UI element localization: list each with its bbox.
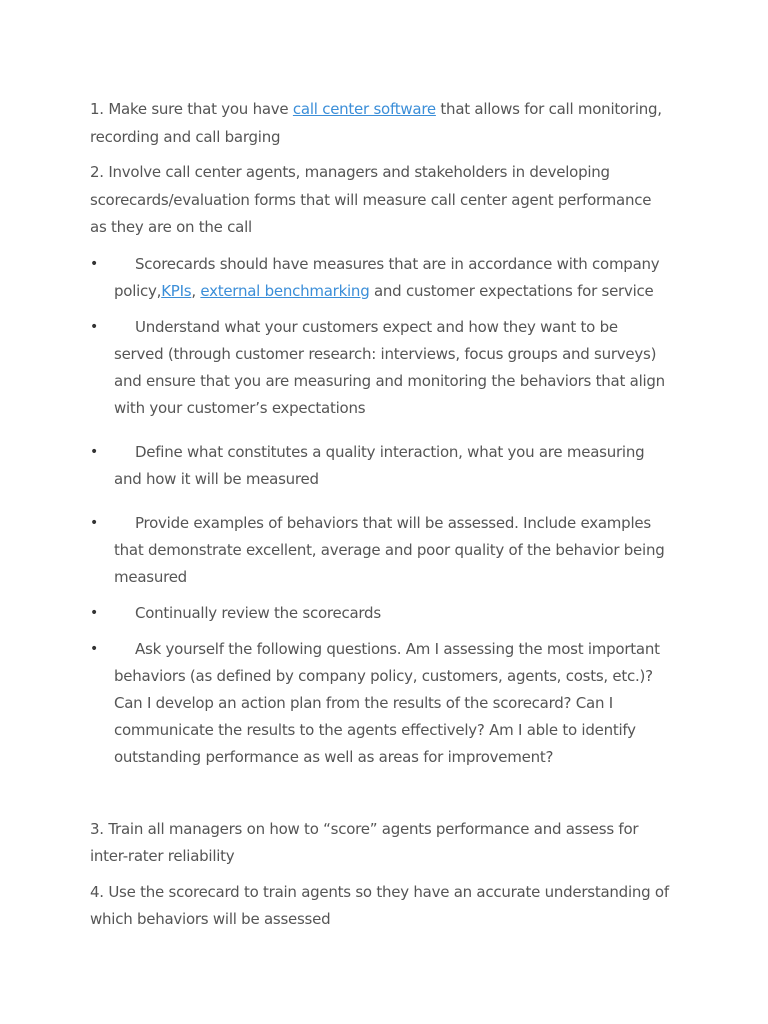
- list-item: [90, 600, 670, 627]
- bullet-icon: •: [90, 604, 99, 621]
- bullet-icon: •: [90, 514, 99, 531]
- list-item-text: Define what constitutes a quality interaction, what you are measuring and how it will be measured: [114, 442, 645, 488]
- external-benchmarking-link[interactable]: external benchmarking: [200, 281, 370, 300]
- list-item-text: Understand what your customers expect and how they want to be served (through customer research: interviews, focus groups and surveys) and ensure that you are measuring and monitoring the behaviors that align with your customer’s expectations: [114, 317, 665, 417]
- list-item: [90, 439, 670, 493]
- list-item-text-end: and customer expectations for service: [369, 281, 654, 300]
- list-item: [90, 510, 670, 591]
- step-2-paragraph: 2. Involve call center agents, managers and stakeholders in developing scorecards/evaluation forms that will measure call center agent performance as they are on the call: [90, 163, 652, 236]
- step-1-text-end: that allows for call monitoring, recording and call barging: [90, 100, 662, 146]
- scorecard-guidelines-list: [90, 251, 670, 771]
- bullet-icon: •: [90, 640, 99, 657]
- bullet-icon: •: [90, 318, 99, 335]
- list-item: [90, 636, 670, 771]
- list-item-text: Scorecards should have measures that are in accordance with company policy,: [114, 254, 660, 300]
- list-item: [90, 314, 670, 422]
- step-1-text-start: 1. Make sure that you have: [90, 100, 293, 118]
- list-item-separator: ,: [191, 281, 201, 300]
- list-item-text: Ask yourself the following questions. Am I assessing the most important behaviors (as defined by company policy, customers, agents, costs, etc.)? Can I develop an action plan from the results of the scorecard? Can I communicate the results to the agents effectively? Am I able to identify outstanding performance as well as areas for improvement?: [114, 639, 660, 766]
- list-item-text: Continually review the scorecards: [135, 603, 381, 622]
- document-body: [90, 96, 670, 934]
- step-4-paragraph: 4. Use the scorecard to train agents so they have an accurate understanding of which behaviors will be assessed: [90, 882, 669, 928]
- step-1-paragraph: [90, 96, 670, 151]
- bullet-icon: •: [90, 443, 99, 460]
- kpis-link[interactable]: KPIs: [161, 281, 192, 300]
- call-center-software-link[interactable]: call center software: [292, 100, 436, 118]
- list-item-text: Provide examples of behaviors that will be assessed. Include examples that demonstrate excellent, average and poor quality of the behavior being measured: [114, 513, 665, 586]
- bullet-icon: •: [90, 255, 99, 272]
- step-3-paragraph: 3. Train all managers on how to “score” agents performance and assess for inter-rater reliability: [90, 819, 639, 865]
- list-item: [90, 251, 670, 305]
